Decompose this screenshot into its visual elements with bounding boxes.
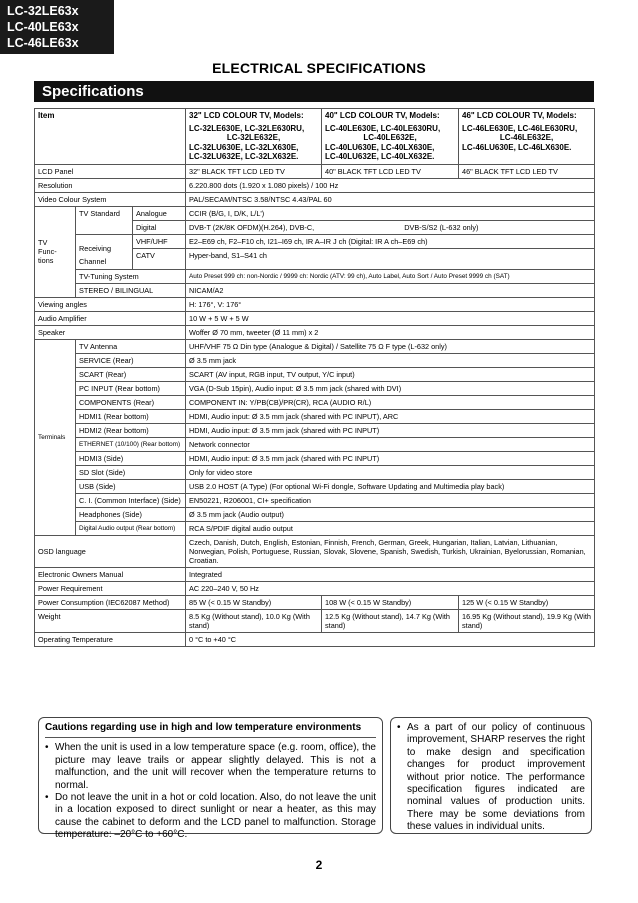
power-requirement-value: AC 220–240 V, 50 Hz [186, 581, 595, 595]
weight-40: 12.5 Kg (Without stand), 14.7 Kg (With stand) [322, 609, 459, 632]
terminal-value: SCART (AV input, RGB input, TV output, Y/C input) [186, 367, 595, 381]
model-line-1: LC-32LE63x [7, 4, 79, 18]
owners-manual-label: Electronic Owners Manual [35, 567, 186, 581]
row-viewing-angles [35, 297, 595, 311]
terminal-row [35, 409, 595, 423]
page-number: 2 [315, 858, 323, 872]
row-video-colour [35, 192, 595, 206]
lcd-panel-40: 40" BLACK TFT LCD LED TV [322, 164, 459, 178]
table-header-row [35, 109, 595, 165]
weight-label: Weight [35, 609, 186, 632]
row-tv-vhf [35, 234, 595, 248]
caution-box [38, 717, 383, 841]
terminal-name: USB (Side) [76, 479, 186, 493]
terminal-value: USB 2.0 HOST (A Type) (For optional Wi-Fi dongle, Software Updating and Multimedia play back) [186, 479, 595, 493]
osd-language-value: Czech, Danish, Dutch, English, Estonian, Finnish, French, German, Greek, Hungarian, Italian, Latvian, Lithuanian, Norwegian, Polish, Portuguese, Russian, Slovak, Slovene, Spanish, Swedish, Turkish, Ukrainian, Byelorussian, Romanian, Croatian. [186, 535, 595, 567]
tv-functions-line-2: Func- [38, 247, 57, 257]
terminals-label: Terminals [35, 339, 76, 535]
terminal-row [35, 465, 595, 479]
header-46-inch [459, 109, 595, 165]
operating-temperature-label: Operating Temperature [35, 632, 186, 646]
header-32-models-3: LC-32LU630E, LC-32LX630E, [189, 142, 299, 152]
tv-tuning-label: TV-Tuning System [76, 269, 186, 283]
terminal-value: HDMI, Audio input: Ø 3.5 mm jack (shared with PC INPUT) [186, 451, 595, 465]
terminal-name: Digital Audio output (Rear bottom) [76, 521, 186, 535]
terminal-value: Only for video store [186, 465, 595, 479]
row-weight [35, 609, 595, 632]
weight-46: 16.95 Kg (Without stand), 19.9 Kg (With stand) [459, 609, 595, 632]
terminal-row [35, 339, 595, 353]
terminal-value: RCA S/PDIF digital audio output [186, 521, 595, 535]
terminal-value: Ø 3.5 mm jack [186, 353, 595, 367]
header-40-title: 40" LCD COLOUR TV, Models: [325, 111, 440, 120]
row-audio-amplifier [35, 311, 595, 325]
row-lcd-panel [35, 164, 595, 178]
power-consumption-46: 125 W (< 0.15 W Standby) [459, 595, 595, 609]
receiving-line-2: Channel [79, 256, 107, 266]
row-power-requirement [35, 581, 595, 595]
power-consumption-label: Power Consumption (IEC62087 Method) [35, 595, 186, 609]
caution-text-1: When the unit is used in a low temperature space (e.g. room, office), the picture may leave trails or appear slightly delayed. This is not a malfunction, and the unit will recover when the temperature returns to normal. [55, 742, 376, 791]
terminal-value: UHF/VHF 75 Ω Din type (Analogue & Digital) / Satellite 75 Ω F type (L-632 only) [186, 339, 595, 353]
digital-value-main: DVB-T (2K/8K OFDM)(H.264), DVB-C, [189, 222, 315, 232]
document-title: ELECTRICAL SPECIFICATIONS [212, 60, 426, 76]
resolution-value: 6.220.800 dots (1.920 x 1.080 pixels) / 100 Hz [186, 178, 595, 192]
header-40-models-4: LC-40LU632E, LC-40LX632E. [325, 152, 435, 162]
terminal-row [35, 451, 595, 465]
terminal-row [35, 507, 595, 521]
catv-value: Hyper-band, S1–S41 ch [186, 248, 595, 269]
stereo-value: NICAM/A2 [186, 283, 595, 297]
vhf-uhf-value: E2–E69 ch, F2–F10 ch, I21–I69 ch, IR A–IR J ch (Digital: IR A ch–E69 ch) [186, 234, 595, 248]
analogue-value: CCIR (B/G, I, D/K, L/L') [186, 206, 595, 220]
viewing-angles-label: Viewing angles [35, 297, 186, 311]
section-title-bar: Specifications [34, 81, 594, 102]
header-40-models-1: LC-40LE630E, LC-40LE630RU, [325, 123, 441, 133]
row-tv-stereo [35, 283, 595, 297]
tv-standard-label: TV Standard [76, 206, 133, 234]
header-32-models-4: LC-32LU632E, LC-32LX632E. [189, 152, 299, 162]
terminal-name: HDMI3 (Side) [76, 451, 186, 465]
caution-bullet-2 [45, 792, 376, 842]
terminal-value: EN50221, R206001, CI+ specification [186, 493, 595, 507]
row-tv-tuning [35, 269, 595, 283]
lcd-panel-46: 46" BLACK TFT LCD LED TV [459, 164, 595, 178]
digital-label: Digital [133, 220, 186, 234]
terminal-name: SERVICE (Rear) [76, 353, 186, 367]
model-line-2: LC-40LE63x [7, 20, 79, 34]
stereo-label: STEREO / BILINGUAL [76, 283, 186, 297]
bullet-icon: • [45, 742, 49, 754]
power-requirement-label: Power Requirement [35, 581, 186, 595]
header-46-models-1: LC-46LE630E, LC-46LE630RU, [462, 123, 578, 133]
analogue-label: Analogue [133, 206, 186, 220]
terminal-name: ETHERNET (10/100) (Rear bottom) [76, 437, 186, 451]
terminal-name: PC INPUT (Rear bottom) [76, 381, 186, 395]
header-40-models-3: LC-40LU630E, LC-40LX630E, [325, 142, 435, 152]
terminal-name: Headphones (Side) [76, 507, 186, 521]
caution-text-2: Do not leave the unit in a hot or cold location. Also, do not leave the unit in a location exposed to direct sunlight or near a heater, as this may cause the cabinet to deform and the LCD panel to malfunction. Storage temperature: –20°C to +60°C. [55, 792, 376, 841]
video-colour-label: Video Colour System [35, 192, 186, 206]
speaker-label: Speaker [35, 325, 186, 339]
header-40-inch [322, 109, 459, 165]
lcd-panel-32: 32" BLACK TFT LCD LED TV [186, 164, 322, 178]
terminal-row [35, 395, 595, 409]
tv-functions-line-3: tions [38, 256, 54, 266]
video-colour-value: PAL/SECAM/NTSC 3.58/NTSC 4.43/PAL 60 [186, 192, 595, 206]
terminal-name: HDMI2 (Rear bottom) [76, 423, 186, 437]
tv-functions-line-1: TV [38, 238, 48, 248]
speaker-value: Woffer Ø 70 mm, tweeter (Ø 11 mm) x 2 [186, 325, 595, 339]
weight-32: 8.5 Kg (Without stand), 10.0 Kg (With stand) [186, 609, 322, 632]
terminal-row [35, 493, 595, 507]
header-item: Item [35, 109, 186, 165]
row-power-consumption [35, 595, 595, 609]
policy-bullet [397, 722, 585, 834]
row-speaker [35, 325, 595, 339]
tv-functions-label [35, 206, 76, 297]
power-consumption-40: 108 W (< 0.15 W Standby) [322, 595, 459, 609]
terminal-value: VGA (D-Sub 15pin), Audio input: Ø 3.5 mm jack (shared with DVI) [186, 381, 595, 395]
row-osd-language [35, 535, 595, 567]
header-46-title: 46" LCD COLOUR TV, Models: [462, 111, 577, 120]
header-32-inch [186, 109, 322, 165]
specifications-table [34, 108, 595, 647]
row-owners-manual [35, 567, 595, 581]
terminal-value: HDMI, Audio input: Ø 3.5 mm jack (shared with PC INPUT), ARC [186, 409, 595, 423]
terminal-row [35, 521, 595, 535]
terminal-value: COMPONENT IN: Y/PB(CB)/PR(CR), RCA (AUDIO R/L) [186, 395, 595, 409]
model-line-3: LC-46LE63x [7, 36, 79, 50]
tv-tuning-value: Auto Preset 999 ch: non-Nordic / 9999 ch: Nordic (ATV: 99 ch), Auto Label, Auto Sort / Auto Preset 9999 ch (SAT) [186, 269, 595, 283]
digital-value-sat: DVB-S/S2 (L-632 only) [404, 222, 479, 232]
power-consumption-32: 85 W (< 0.15 W Standby) [186, 595, 322, 609]
model-number-box [0, 0, 114, 54]
row-resolution [35, 178, 595, 192]
resolution-label: Resolution [35, 178, 186, 192]
terminal-row [35, 367, 595, 381]
terminal-value: HDMI, Audio input: Ø 3.5 mm jack (shared with PC INPUT) [186, 423, 595, 437]
vhf-uhf-label: VHF/UHF [133, 234, 186, 248]
audio-amplifier-value: 10 W + 5 W + 5 W [186, 311, 595, 325]
owners-manual-value: Integrated [186, 567, 595, 581]
terminal-name: COMPONENTS (Rear) [76, 395, 186, 409]
header-40-models-2: LC-40LE632E, [363, 133, 417, 143]
header-32-models-2: LC-32LE632E, [226, 133, 281, 143]
terminal-name: HDMI1 (Rear bottom) [76, 409, 186, 423]
terminal-row [35, 479, 595, 493]
osd-language-label: OSD language [35, 535, 186, 567]
bullet-icon: • [45, 792, 49, 804]
audio-amplifier-label: Audio Amplifier [35, 311, 186, 325]
terminal-value: Network connector [186, 437, 595, 451]
row-operating-temperature [35, 632, 595, 646]
terminal-row [35, 353, 595, 367]
digital-value [186, 220, 595, 234]
row-tv-analogue [35, 206, 595, 220]
terminal-value: Ø 3.5 mm jack (Audio output) [186, 507, 595, 521]
terminal-name: SCART (Rear) [76, 367, 186, 381]
lcd-panel-label: LCD Panel [35, 164, 186, 178]
terminal-name: SD Slot (Side) [76, 465, 186, 479]
operating-temperature-value: 0 °C to +40 °C [186, 632, 595, 646]
catv-label: CATV [133, 248, 186, 269]
caution-title: Cautions regarding use in high and low temperature environments [45, 722, 376, 738]
terminal-row [35, 423, 595, 437]
terminal-row [35, 437, 595, 451]
terminal-row [35, 381, 595, 395]
terminal-name: C. I. (Common Interface) (Side) [76, 493, 186, 507]
header-32-models-1: LC-32LE630E, LC-32LE630RU, [189, 123, 305, 133]
header-32-title: 32" LCD COLOUR TV, Models: [189, 111, 304, 120]
header-46-models-3: LC-46LU630E, LC-46LX630E. [462, 142, 572, 152]
caution-bullet-1 [45, 742, 376, 792]
viewing-angles-value: H: 176°, V: 176° [186, 297, 595, 311]
policy-text: As a part of our policy of continuous improvement, SHARP reserves the right to make design and specification changes for product improvement without prior notice. The performance specification figures indicated are nominal values of production units. There may be some deviations from these values in individual units. [407, 722, 585, 833]
terminal-name: TV Antenna [76, 339, 186, 353]
receiving-channel-label [76, 234, 133, 269]
bullet-icon: • [397, 722, 401, 733]
header-46-models-2: LC-46LE632E, [499, 133, 554, 143]
policy-box [390, 717, 592, 834]
receiving-line-1: Receiving [79, 243, 112, 253]
